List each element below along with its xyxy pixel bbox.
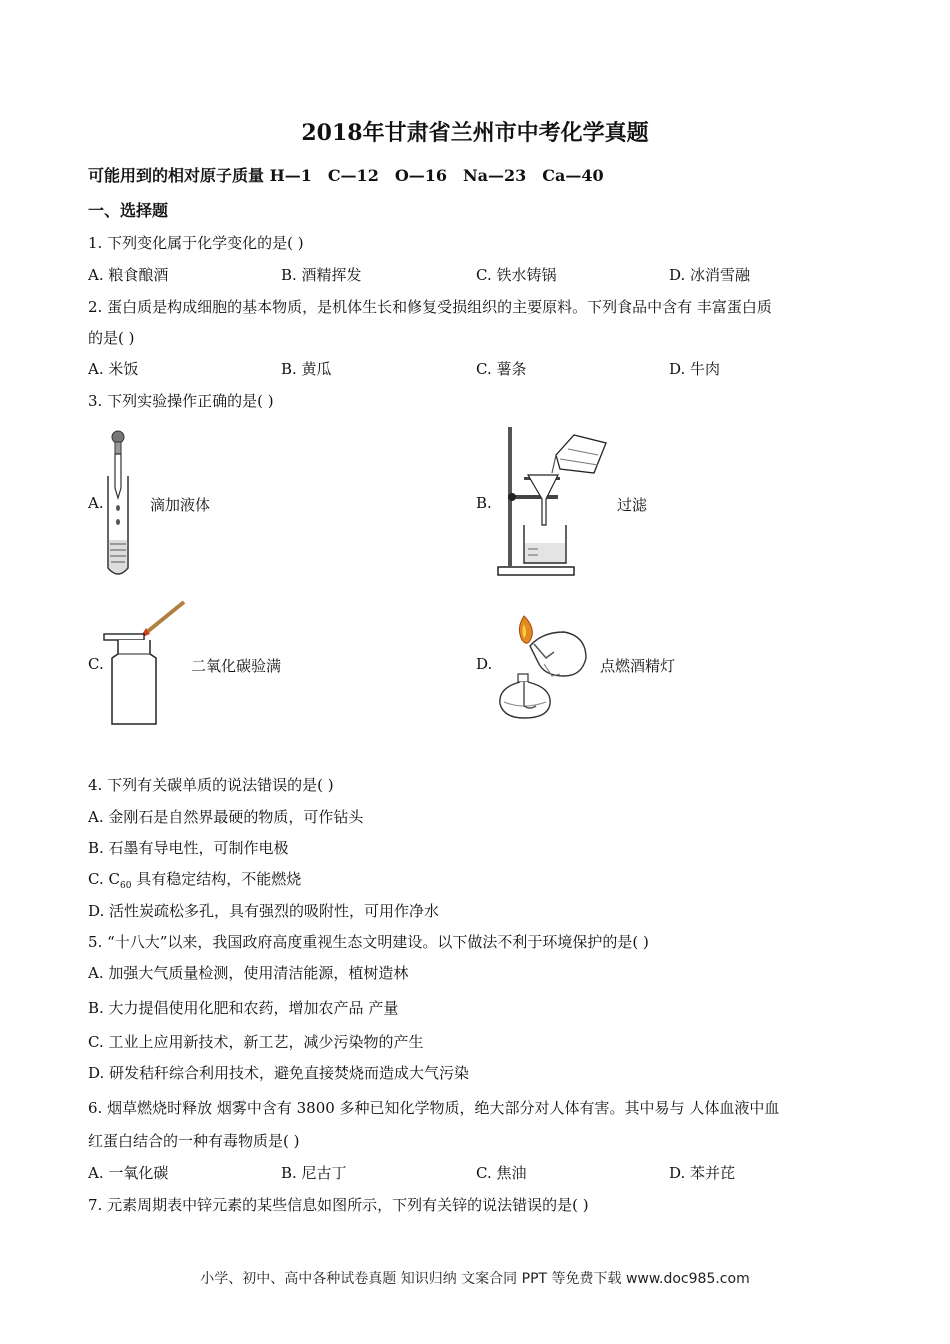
filtration-apparatus-icon: [494, 425, 614, 577]
q5-option-b: B. 大力提倡使用化肥和农药，增加农产品 产量: [88, 999, 399, 1017]
q3-option-c-caption: 二氧化碳验满: [191, 657, 282, 675]
q6-option-d: D. 苯并芘: [669, 1164, 736, 1182]
q3-option-a-caption: 滴加液体: [150, 496, 211, 514]
q2-option-c: C. 薯条: [476, 360, 527, 378]
page-footer: 小学、初中、高中各种试卷真题 知识归纳 文案合同 PPT 等免费下载 www.doc985.com: [200, 1271, 750, 1287]
q7-stem: 7. 元素周期表中锌元素的某些信息如图所示，下列有关锌的说法错误的是( ): [88, 1196, 589, 1214]
alcohol-lamp-icon: [494, 614, 598, 722]
q4-option-d: D. 活性炭疏松多孔，具有强烈的吸附性，可用作净水: [88, 902, 440, 920]
q1-option-b: B. 酒精挥发: [281, 266, 362, 284]
q6-option-b: B. 尼古丁: [281, 1164, 347, 1182]
q4-option-b: B. 石墨有导电性，可制作电极: [88, 839, 289, 857]
section-heading: 一、选择题: [88, 201, 169, 220]
q3-option-b-letter: B.: [476, 494, 492, 512]
gas-bottle-match-icon: [100, 598, 190, 728]
q5-option-c: C. 工业上应用新技术，新工艺，减少污染物的产生: [88, 1033, 424, 1051]
q3-stem: 3. 下列实验操作正确的是( ): [88, 392, 274, 410]
q1-option-a: A. 粮食酿酒: [88, 266, 169, 284]
q4-option-c-subscript: 60: [119, 881, 132, 891]
q2-option-a: A. 米饭: [88, 360, 139, 378]
q5-stem: 5. “十八大”以来，我国政府高度重视生态文明建设。以下做法不利于环境保护的是( ): [88, 933, 649, 951]
dropper-test-tube-icon: [100, 428, 140, 580]
q3-option-b-caption: 过滤: [617, 496, 648, 514]
atomic-mass-line: 可能用到的相对原子质量 H—1 C—12 O—16 Na—23 Ca—40: [88, 166, 604, 185]
q2-stem-line1: 2. 蛋白质是构成细胞的基本物质，是机体生长和修复受损组织的主要原料。下列食品中含有 丰富蛋白质: [88, 298, 772, 316]
q4-option-c-rest: 具有稳定结构，不能燃烧: [131, 870, 302, 888]
q6-option-c: C. 焦油: [476, 1164, 527, 1182]
q6-stem-line2: 红蛋白结合的一种有毒物质是( ): [88, 1132, 300, 1150]
q1-stem: 1. 下列变化属于化学变化的是( ): [88, 234, 304, 252]
q2-option-b: B. 黄瓜: [281, 360, 332, 378]
q3-option-d-letter: D.: [476, 655, 493, 673]
q1-option-c: C. 铁水铸锅: [476, 266, 557, 284]
q2-option-d: D. 牛肉: [669, 360, 721, 378]
q5-option-a: A. 加强大气质量检测，使用清洁能源，植树造林: [88, 964, 409, 982]
q4-option-c-prefix: C. C: [88, 870, 120, 888]
q3-option-c-letter: C.: [88, 655, 104, 673]
q4-stem: 4. 下列有关碳单质的说法错误的是( ): [88, 776, 334, 794]
q4-option-a: A. 金刚石是自然界最硬的物质，可作钻头: [88, 808, 364, 826]
q2-stem-line2: 的是( ): [88, 329, 135, 347]
q4-option-c: [88, 868, 301, 891]
q5-option-d: D. 研发秸秆综合利用技术，避免直接焚烧而造成大气污染: [88, 1064, 470, 1082]
q3-option-a-letter: A.: [88, 494, 104, 512]
q1-option-d: D. 冰消雪融: [669, 266, 751, 284]
q6-stem-line1: 6. 烟草燃烧时释放 烟雾中含有 3800 多种已知化学物质，绝大部分对人体有害。其中易与 人体血液中血: [88, 1099, 780, 1117]
page-title: 2018年甘肃省兰州市中考化学真题: [301, 120, 649, 146]
q6-option-a: A. 一氧化碳: [88, 1164, 169, 1182]
q3-option-d-caption: 点燃酒精灯: [600, 657, 676, 675]
